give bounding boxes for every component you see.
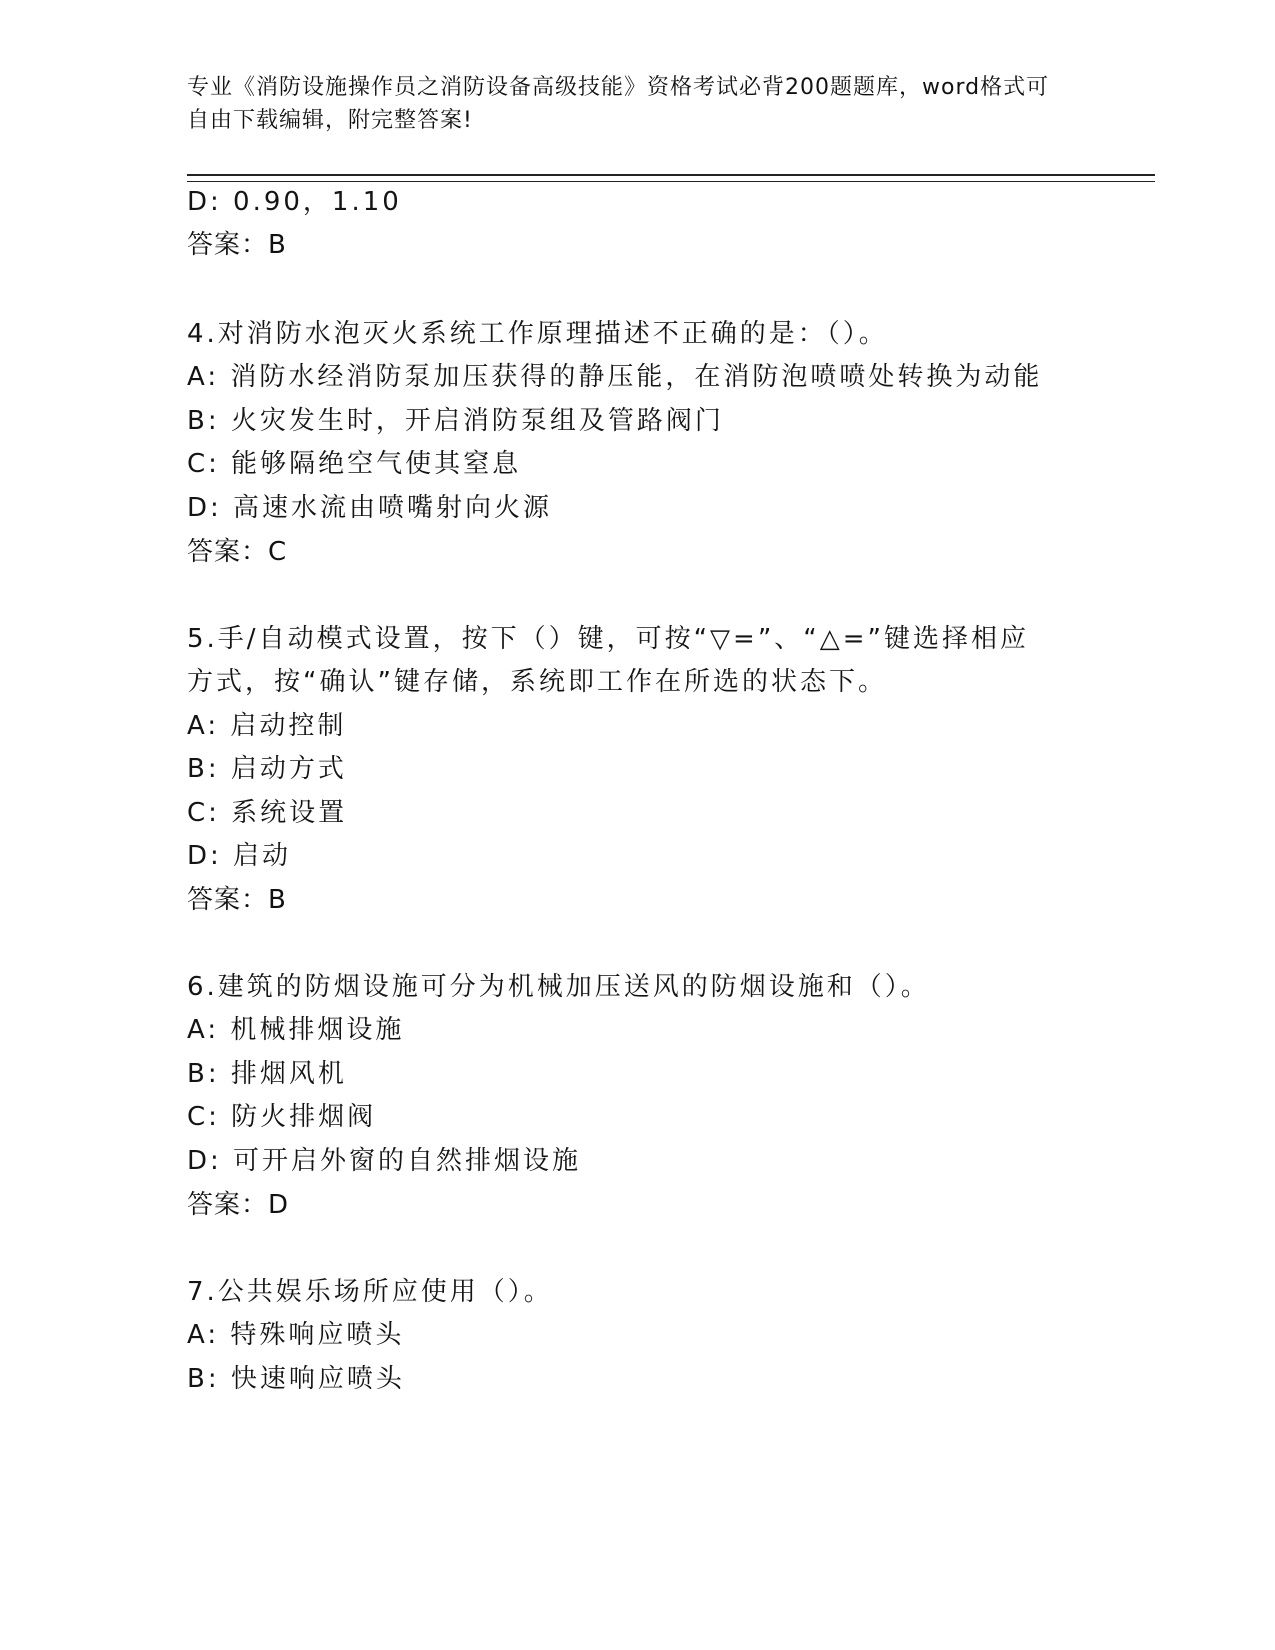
q6-question: 6.建筑的防烟设施可分为机械加压送风的防烟设施和（）。 (187, 972, 930, 1002)
q4-question: 4.对消防水泡灭火系统工作原理描述不正确的是：（）。 (187, 319, 888, 349)
q7-option-b: B: 快速响应喷头 (187, 1364, 405, 1394)
q4-option-d: D: 高速水流由喷嘴射向火源 (187, 493, 553, 523)
q5-question-line1: 5.手/自动模式设置，按下（）键，可按“▽=”、“△=”键选择相应 (187, 624, 1030, 654)
q5-option-d: D: 启动 (187, 841, 292, 871)
q5-option-a: A: 启动控制 (187, 711, 347, 741)
document-header: 专业《消防设施操作员之消防设备高级技能》资格考试必背200题题库，word格式可自由下载编辑，附完整答案! (187, 75, 1050, 133)
q5-question-line2: 方式，按“确认”键存储，系统即工作在所选的状态下。 (187, 667, 887, 697)
q3-answer: 答案：B (187, 230, 287, 260)
q6-option-d: D: 可开启外窗的自然排烟设施 (187, 1146, 582, 1176)
q5-option-b: B: 启动方式 (187, 754, 347, 784)
q6-option-b: B: 排烟风机 (187, 1059, 347, 1089)
q3-option-d: D: 0.90，1.10 (187, 187, 402, 217)
q6-option-a: A: 机械排烟设施 (187, 1015, 405, 1045)
q5-answer: 答案：B (187, 885, 287, 915)
q5-option-c: C: 系统设置 (187, 798, 348, 828)
q4-option-b: B: 火灾发生时，开启消防泵组及管路阀门 (187, 406, 724, 436)
q6-answer: 答案：D (187, 1190, 290, 1220)
q6-option-c: C: 防火排烟阀 (187, 1102, 377, 1132)
q4-option-a: A: 消防水经消防泵加压获得的静压能，在消防泡喷喷处转换为动能 (187, 362, 1043, 392)
q7-option-a: A: 特殊响应喷头 (187, 1320, 405, 1350)
q4-option-c: C: 能够隔绝空气使其窒息 (187, 449, 522, 479)
q7-question: 7.公共娱乐场所应使用（）。 (187, 1277, 553, 1307)
header-divider-thick (187, 174, 1155, 176)
header-divider-thin (187, 181, 1155, 182)
q4-answer: 答案：C (187, 537, 288, 567)
